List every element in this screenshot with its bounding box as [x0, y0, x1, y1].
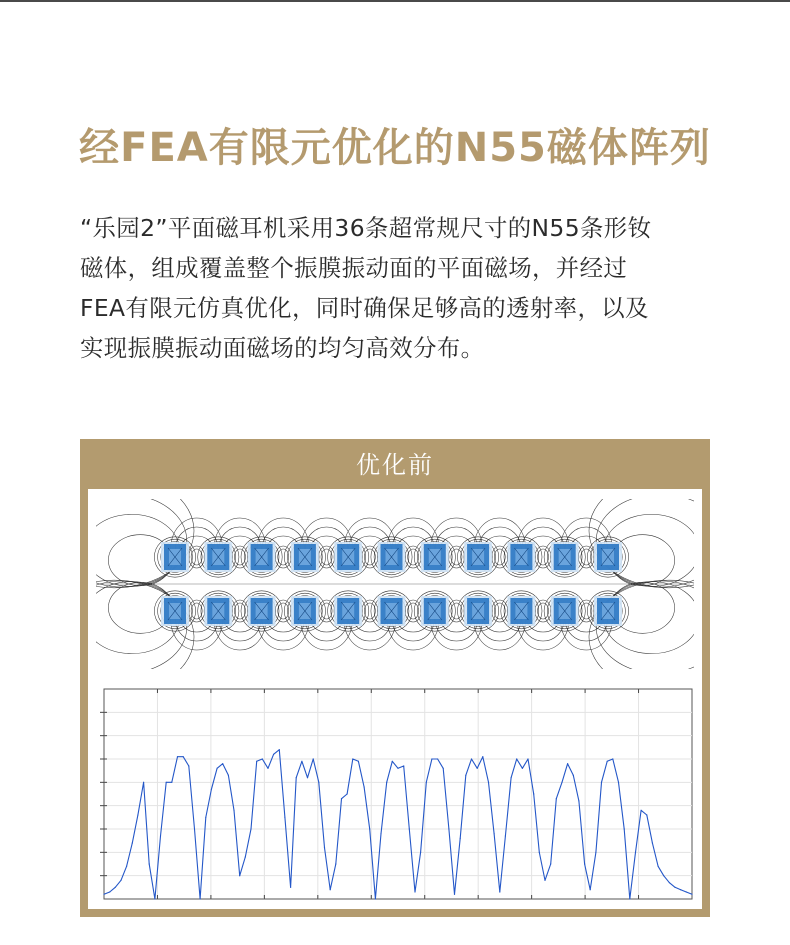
gap-contour [278, 603, 289, 619]
gap-contour [581, 549, 592, 565]
data-point [488, 782, 489, 783]
data-point [313, 758, 314, 759]
data-point [409, 828, 410, 829]
data-point [166, 782, 167, 783]
page-title: 经FEA有限元优化的N55磁体阵列 [79, 125, 711, 171]
data-point [352, 758, 353, 759]
data-point [358, 761, 359, 762]
magnet-block [248, 596, 276, 626]
data-point [516, 758, 517, 759]
magnet-block [204, 542, 232, 572]
magnet-block [464, 542, 492, 572]
data-point [578, 800, 579, 801]
data-point [505, 835, 506, 836]
magnet-block [161, 542, 189, 572]
gap-contour [408, 549, 419, 565]
description-line: FEA有限元仿真优化，同时确保足够高的透射率，以及 [80, 294, 649, 322]
data-point [635, 852, 636, 853]
data-point [669, 882, 670, 883]
magnet-block [334, 542, 362, 572]
data-point [629, 898, 630, 899]
data-point [267, 768, 268, 769]
gap-contour [191, 603, 202, 619]
data-point [652, 842, 653, 843]
data-point [330, 889, 331, 890]
data-point [641, 810, 642, 811]
gap-contour [451, 549, 462, 565]
magnet-block [551, 596, 579, 626]
data-point [658, 866, 659, 867]
data-point [646, 814, 647, 815]
description-line: 实现振膜振动面磁场的均匀高效分布。 [80, 334, 485, 362]
data-point [618, 782, 619, 783]
magnet-block [248, 542, 276, 572]
data-point [296, 777, 297, 778]
data-point [397, 768, 398, 769]
data-point [115, 887, 116, 888]
gap-contour [494, 549, 505, 565]
data-point [273, 754, 274, 755]
data-point [686, 891, 687, 892]
panel-title: 优化前 [356, 451, 434, 479]
data-point [612, 758, 613, 759]
data-point [465, 775, 466, 776]
data-point [533, 793, 534, 794]
data-point [482, 756, 483, 757]
data-point [561, 782, 562, 783]
data-point [194, 828, 195, 829]
data-point [403, 765, 404, 766]
magnet-block [421, 596, 449, 626]
data-point [527, 758, 528, 759]
data-point [499, 891, 500, 892]
data-point [256, 761, 257, 762]
data-point [239, 875, 240, 876]
magnet-block [594, 542, 622, 572]
data-point [556, 798, 557, 799]
magnet-block [594, 596, 622, 626]
data-point [380, 833, 381, 834]
data-point [109, 891, 110, 892]
data-point [284, 817, 285, 818]
data-point [573, 775, 574, 776]
data-point [680, 889, 681, 890]
data-point [590, 889, 591, 890]
data-point [607, 761, 608, 762]
data-point [595, 852, 596, 853]
data-point [567, 763, 568, 764]
gap-contour [234, 549, 245, 565]
data-point [126, 866, 127, 867]
data-point [143, 782, 144, 783]
gap-contour [191, 549, 202, 565]
data-point [301, 761, 302, 762]
gap-contour [364, 603, 375, 619]
data-point [624, 828, 625, 829]
data-point [318, 782, 319, 783]
description-paragraph [80, 208, 720, 368]
data-point [211, 789, 212, 790]
gap-contour [234, 603, 245, 619]
magnet-block [378, 542, 406, 572]
data-point [477, 768, 478, 769]
magnet-block [204, 596, 232, 626]
data-point [511, 777, 512, 778]
data-point [171, 782, 172, 783]
magnet-block [291, 596, 319, 626]
data-point [364, 786, 365, 787]
magnet-block [507, 596, 535, 626]
data-point [443, 768, 444, 769]
plot-area [104, 689, 692, 899]
gap-contour [408, 603, 419, 619]
flux-density-chart [94, 685, 696, 903]
data-point [663, 875, 664, 876]
data-point [279, 749, 280, 750]
data-point [154, 898, 155, 899]
magnet-block [378, 596, 406, 626]
data-point [454, 894, 455, 895]
data-point [550, 863, 551, 864]
magnet-block [507, 542, 535, 572]
data-point [544, 880, 545, 881]
magnet-block [291, 542, 319, 572]
data-point [369, 828, 370, 829]
data-point [177, 756, 178, 757]
data-point [420, 852, 421, 853]
gap-contour [278, 549, 289, 565]
data-point [262, 758, 263, 759]
magnet-block [334, 596, 362, 626]
panel-content [88, 489, 702, 909]
gap-contour [494, 603, 505, 619]
data-point [120, 880, 121, 881]
data-point [228, 775, 229, 776]
data-point [132, 842, 133, 843]
data-point [414, 891, 415, 892]
data-point [307, 777, 308, 778]
data-point [217, 768, 218, 769]
data-point [188, 765, 189, 766]
gap-contour [321, 549, 332, 565]
data-point [341, 798, 342, 799]
magnetic-field-plot [96, 499, 694, 669]
data-point [200, 898, 201, 899]
data-point [522, 768, 523, 769]
gap-contour [451, 603, 462, 619]
data-point [431, 758, 432, 759]
gap-contour [538, 603, 549, 619]
data-point [691, 894, 692, 895]
data-point [494, 833, 495, 834]
gap-contour [581, 603, 592, 619]
data-point [392, 761, 393, 762]
description-line: 磁体，组成覆盖整个振膜振动面的平面磁场，并经过 [80, 254, 628, 282]
data-point [245, 856, 246, 857]
data-point [347, 793, 348, 794]
magnet-block [464, 596, 492, 626]
data-point [324, 847, 325, 848]
data-point [386, 782, 387, 783]
data-point [137, 814, 138, 815]
data-point [335, 863, 336, 864]
top-divider [0, 0, 790, 2]
data-point [250, 828, 251, 829]
data-point [233, 810, 234, 811]
data-point [149, 863, 150, 864]
data-point [539, 852, 540, 853]
data-point [290, 887, 291, 888]
data-point [375, 898, 376, 899]
data-point [205, 817, 206, 818]
data-point [471, 758, 472, 759]
description-line: “乐园2”平面磁耳机采用36条超常规尺寸的N55条形钕 [80, 214, 652, 242]
data-point [437, 758, 438, 759]
gap-contour [321, 603, 332, 619]
data-point [674, 887, 675, 888]
gap-contour [538, 549, 549, 565]
data-point [601, 782, 602, 783]
data-point [426, 782, 427, 783]
data-point [160, 835, 161, 836]
magnet-block [161, 596, 189, 626]
comparison-panel [80, 439, 710, 917]
data-point [183, 756, 184, 757]
magnet-block [421, 542, 449, 572]
data-point [460, 838, 461, 839]
gap-contour [364, 549, 375, 565]
data-point [584, 863, 585, 864]
data-point [103, 894, 104, 895]
magnet-block [551, 542, 579, 572]
data-point [222, 763, 223, 764]
data-point [448, 828, 449, 829]
